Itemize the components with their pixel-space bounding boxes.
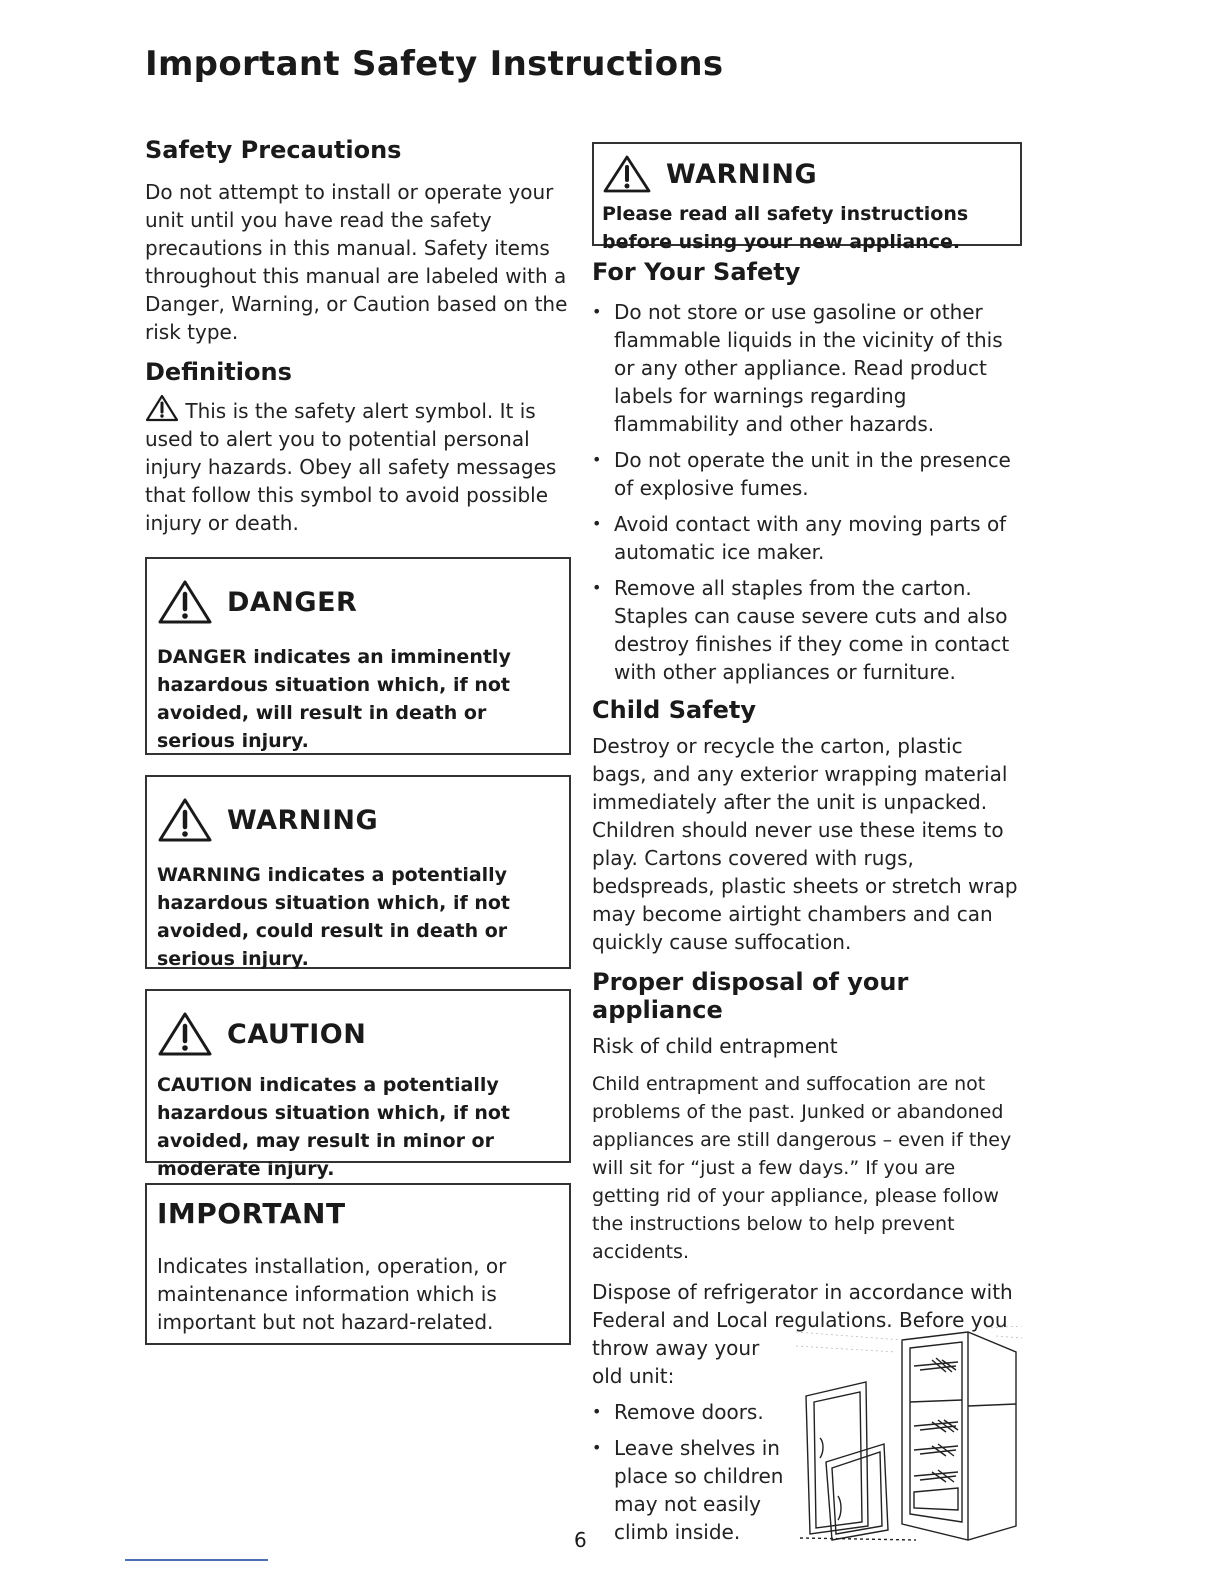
child-safety-heading: Child Safety [592, 696, 757, 724]
read-instructions-warning-label: WARNING [666, 158, 818, 190]
warning-definition-label: WARNING [227, 804, 379, 836]
warning-definition-box [145, 775, 571, 969]
important-text: Indicates installation, operation, or maintenance information which is important but not hazard-related. [157, 1254, 507, 1334]
warning-definition-header [157, 797, 557, 843]
warning-alert-icon [602, 154, 652, 194]
danger-text: DANGER indicates an imminently hazardous situation which, if not avoided, will result in death or serious injury. [157, 646, 511, 752]
disposal-text: Child entrapment and suffocation are not problems of the past. Junked or abandoned appliances are still dangerous – even if they will sit for “just a few days.” If you are getting rid of your appliance, please follow the instructions below to help prevent accidents. [592, 1073, 1012, 1263]
child-safety-text: Destroy or recycle the carton, plastic bags, and any exterior wrapping material immediately after the unit is unpacked. Children should never use these items to play. Cartons covered with rugs, bedspreads, plastic sheets or stretch wrap may become airtight chambers and can quickly cause suffocation. [592, 734, 1018, 954]
warning-alert-icon [157, 797, 213, 843]
disposal-subheading: Risk of child entrapment [592, 1034, 838, 1058]
safety-precautions-heading: Safety Precautions [145, 136, 402, 164]
safety-precautions-text: Do not attempt to install or operate your unit until you have read the safety precautions in this manual. Safety items throughout this manual are labeled with a Danger, Warning, or Caution based on the risk type. [145, 180, 568, 344]
safety-alert-icon [145, 394, 179, 422]
caution-text: CAUTION indicates a potentially hazardous situation which, if not avoided, may result in minor or moderate injury. [157, 1074, 511, 1180]
danger-box [145, 557, 571, 755]
caution-alert-icon [157, 1011, 213, 1057]
right-column [592, 142, 1022, 1550]
for-your-safety-list [592, 298, 1022, 686]
caution-header [157, 1011, 557, 1057]
disposal-instructions-block [592, 1334, 1022, 1550]
list-item: • Remove all staples from the carton. Staples can cause severe cuts and also destroy finishes if they come in contact with other appliances or furniture. [592, 574, 1022, 686]
refrigerator-illustration [796, 1326, 1022, 1548]
definitions-paragraph [145, 394, 571, 537]
caution-label: CAUTION [227, 1018, 367, 1050]
danger-header [157, 579, 557, 625]
caution-box [145, 989, 571, 1180]
left-column [145, 136, 571, 1345]
disposal-text-3: throw away your old unit: [592, 1336, 760, 1388]
important-box [145, 1183, 571, 1345]
list-item: • Do not store or use gasoline or other flammable liquids in the vicinity of this or any other appliance. Read product labels for warnings regarding flammability and other hazards. [592, 298, 1022, 438]
disposal-heading: Proper disposal of your appliance [592, 968, 909, 1024]
read-instructions-warning-header [602, 154, 1010, 194]
disposal-list [592, 1398, 792, 1546]
list-item: • Leave shelves in place so children may not easily climb inside. [592, 1434, 792, 1546]
definitions-heading: Definitions [145, 358, 292, 386]
read-instructions-warning-text: Please read all safety instructions before using your new appliance. [602, 203, 969, 253]
disposal-text-2: Dispose of refrigerator in accordance with Federal and Local regulations. Before you [592, 1280, 1013, 1332]
for-your-safety-heading: For Your Safety [592, 258, 801, 286]
list-item: • Remove doors. [592, 1398, 792, 1426]
footer-rule [125, 1559, 268, 1561]
list-item: • Do not operate the unit in the presence of explosive fumes. [592, 446, 1022, 502]
list-item: • Avoid contact with any moving parts of automatic ice maker. [592, 510, 1022, 566]
page-number: 6 [574, 1528, 587, 1552]
important-label: IMPORTANT [157, 1197, 346, 1230]
page-title: Important Safety Instructions [145, 44, 724, 84]
definitions-text: This is the safety alert symbol. It is used to alert you to potential personal injury hazards. Obey all safety messages that follow this symbol to avoid possible injury or death. [145, 399, 557, 535]
read-instructions-warning-box [592, 142, 1022, 253]
danger-alert-icon [157, 579, 213, 625]
warning-definition-text: WARNING indicates a potentially hazardous situation which, if not avoided, could result in death or serious injury. [157, 864, 511, 970]
danger-label: DANGER [227, 586, 358, 618]
